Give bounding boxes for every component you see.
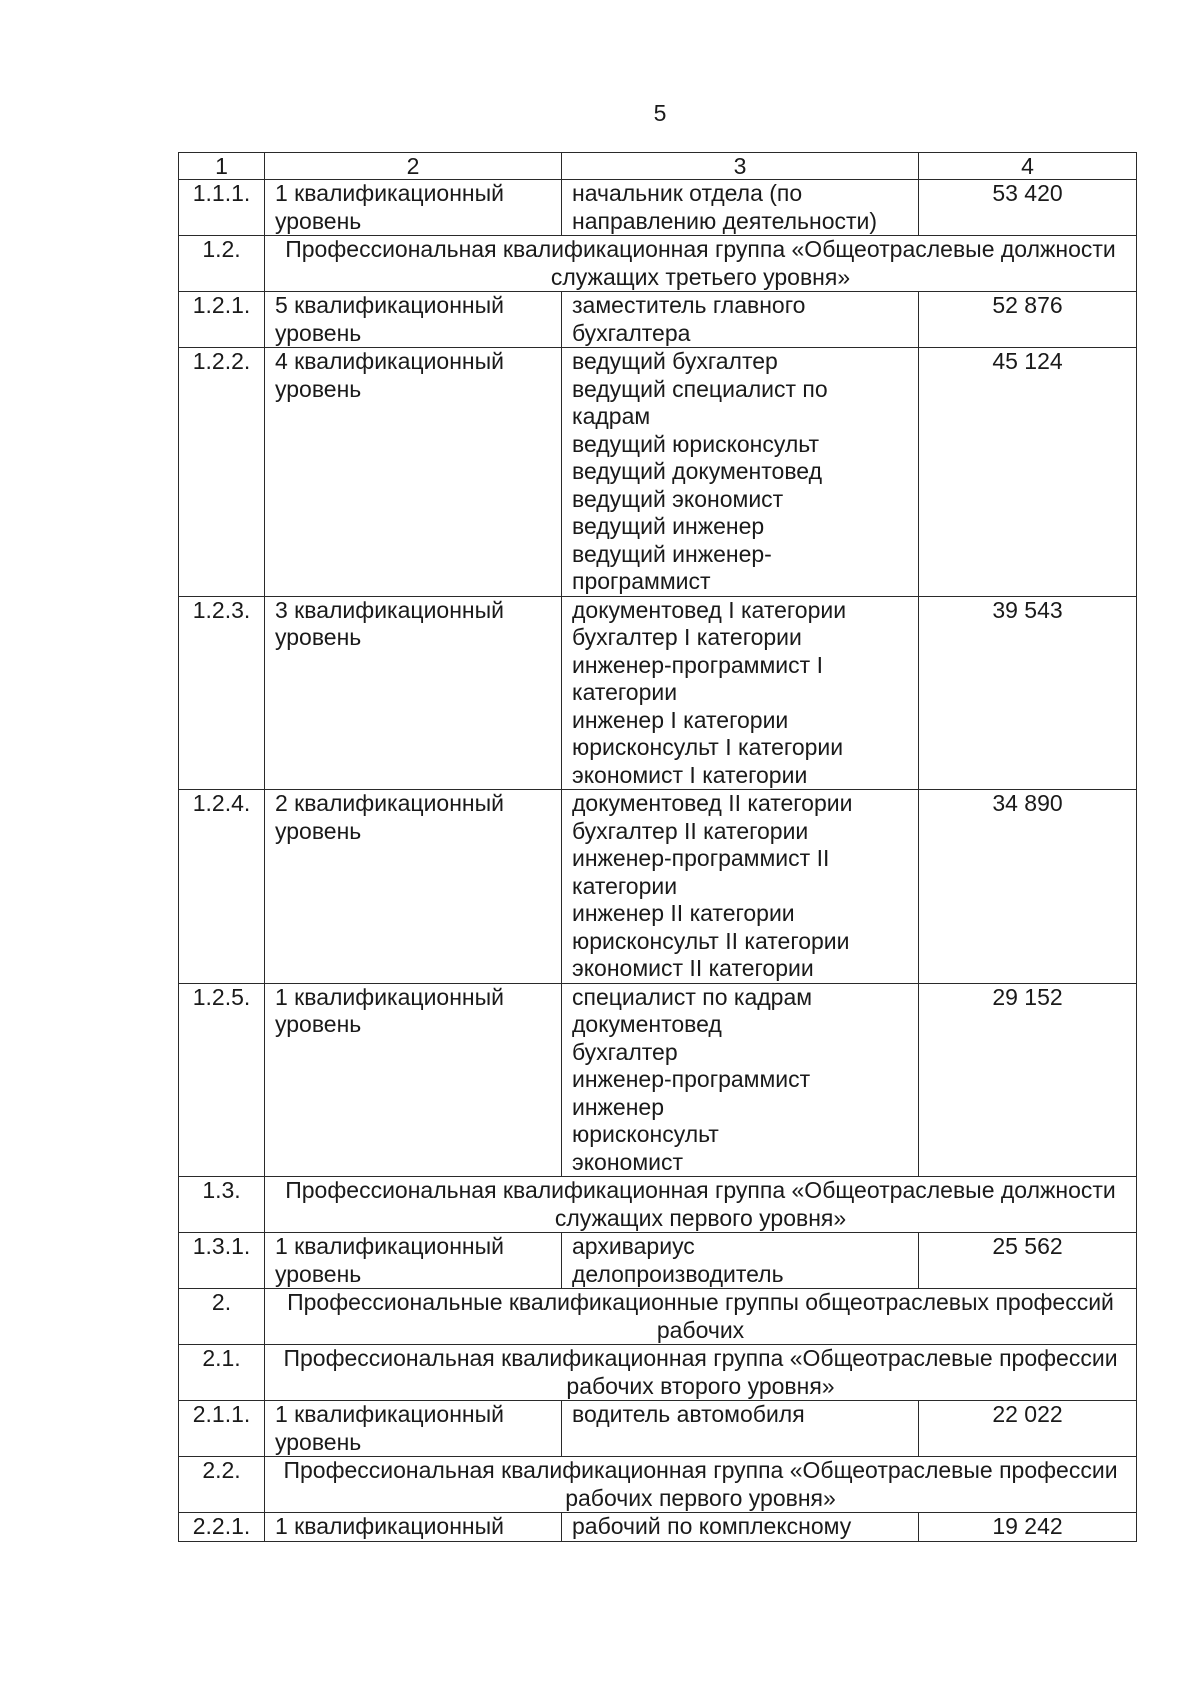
row-number: 1.3.	[179, 1177, 265, 1233]
group-row	[179, 1177, 1137, 1233]
salary-value: 22 022	[919, 1401, 1137, 1457]
row-number: 2.	[179, 1289, 265, 1345]
salary-value: 52 876	[919, 292, 1137, 348]
positions-cell	[562, 1233, 919, 1289]
position-name: ведущий экономист	[572, 485, 784, 512]
row-number: 1.2.5.	[179, 983, 265, 1177]
position-name: архивариус	[572, 1233, 695, 1259]
qualification-level: 1 квалификационный уровень	[265, 983, 562, 1177]
position-name: документовед I категории	[572, 596, 847, 623]
row-number: 1.2.4.	[179, 790, 265, 984]
position-name: ведущий документовед	[572, 458, 822, 484]
position-name: документовед	[572, 1011, 722, 1037]
position-name: ведущий специалист по кадрам	[572, 375, 828, 429]
position-name: инженер-программист II категории	[572, 845, 830, 899]
position-name: ведущий инженер	[572, 513, 765, 539]
group-title: Профессиональная квалификационная группа «Общеотраслевые профессии рабочих второго уровня»	[265, 1345, 1137, 1401]
table-body	[179, 153, 1137, 1542]
group-row	[179, 236, 1137, 292]
position-name: экономист	[572, 1148, 684, 1175]
positions-cell	[562, 596, 919, 790]
position-name: водитель автомобиля	[572, 1401, 805, 1427]
table-row	[179, 983, 1137, 1177]
position-name: ведущий юрисконсульт	[572, 430, 820, 457]
position-name: юрисконсульт II категории	[572, 927, 850, 954]
salary-value: 34 890	[919, 790, 1137, 984]
table-header-row	[179, 153, 1137, 180]
table-row	[179, 1233, 1137, 1289]
position-name: делопроизводитель	[572, 1260, 784, 1287]
group-row	[179, 1345, 1137, 1401]
row-number: 1.2.2.	[179, 348, 265, 597]
salary-value: 39 543	[919, 596, 1137, 790]
group-row	[179, 1289, 1137, 1345]
positions-cell	[562, 1513, 919, 1542]
position-name: экономист I категории	[572, 761, 808, 788]
salary-value: 25 562	[919, 1233, 1137, 1289]
qualification-level: 3 квалификационный уровень	[265, 596, 562, 790]
position-name: инженер I категории	[572, 706, 789, 733]
qualification-level: 1 квалификационный уровень	[265, 1233, 562, 1289]
table-row	[179, 1513, 1137, 1542]
table-row	[179, 348, 1137, 597]
group-title: Профессиональная квалификационная группа «Общеотраслевые профессии рабочих первого уровня»	[265, 1457, 1137, 1513]
row-number: 2.1.1.	[179, 1401, 265, 1457]
row-number: 2.1.	[179, 1345, 265, 1401]
positions-cell	[562, 180, 919, 236]
positions-cell	[562, 983, 919, 1177]
position-name: экономист II категории	[572, 955, 814, 981]
qualification-level: 2 квалификационный уровень	[265, 790, 562, 984]
qualification-level: 1 квалификационный	[265, 1513, 562, 1542]
table-row	[179, 292, 1137, 348]
positions-cell	[562, 790, 919, 984]
table-row	[179, 596, 1137, 790]
group-row	[179, 1457, 1137, 1513]
row-number: 1.3.1.	[179, 1233, 265, 1289]
row-number: 1.1.1.	[179, 180, 265, 236]
position-name: ведущий бухгалтер	[572, 348, 778, 374]
positions-cell	[562, 1401, 919, 1457]
table-row	[179, 180, 1137, 236]
position-name: юрисконсульт	[572, 1121, 719, 1147]
position-name: заместитель главного бухгалтера	[572, 292, 806, 346]
position-name: инженер-программист	[572, 1066, 811, 1092]
salary-value: 45 124	[919, 348, 1137, 597]
position-name: бухгалтер	[572, 1038, 678, 1065]
position-name: документовед II категории	[572, 790, 853, 816]
column-header-2: 2	[265, 153, 562, 180]
position-name: инженер II категории	[572, 900, 795, 926]
column-header-1: 1	[179, 153, 265, 180]
qualification-level: 5 квалификационный уровень	[265, 292, 562, 348]
qualification-salary-table	[178, 152, 1137, 1542]
qualification-level: 1 квалификационный уровень	[265, 180, 562, 236]
page-number: 5	[653, 100, 667, 126]
qualification-level: 4 квалификационный уровень	[265, 348, 562, 597]
position-name: юрисконсульт I категории	[572, 734, 844, 760]
group-title: Профессиональные квалификационные группы общеотраслевых профессий рабочих	[265, 1289, 1137, 1345]
row-number: 2.2.	[179, 1457, 265, 1513]
position-name: бухгалтер II категории	[572, 817, 809, 844]
positions-cell	[562, 348, 919, 597]
position-name: инженер-программист I категории	[572, 651, 823, 705]
table-row	[179, 1401, 1137, 1457]
position-name: ведущий инженер-программист	[572, 540, 772, 594]
salary-value: 53 420	[919, 180, 1137, 236]
position-name: рабочий по комплексному	[572, 1513, 852, 1539]
row-number: 2.2.1.	[179, 1513, 265, 1542]
position-name: специалист по кадрам	[572, 983, 813, 1010]
table-row	[179, 790, 1137, 984]
row-number: 1.2.3.	[179, 596, 265, 790]
group-title: Профессиональная квалификационная группа «Общеотраслевые должности служащих первого уровня»	[265, 1177, 1137, 1233]
salary-value: 29 152	[919, 983, 1137, 1177]
column-header-4: 4	[919, 153, 1137, 180]
group-title: Профессиональная квалификационная группа «Общеотраслевые должности служащих третьего уровня»	[265, 236, 1137, 292]
position-name: начальник отдела (по направлению деятельности)	[572, 180, 878, 234]
qualification-level: 1 квалификационный уровень	[265, 1401, 562, 1457]
row-number: 1.2.	[179, 236, 265, 292]
row-number: 1.2.1.	[179, 292, 265, 348]
salary-value: 19 242	[919, 1513, 1137, 1542]
column-header-3: 3	[562, 153, 919, 180]
positions-cell	[562, 292, 919, 348]
position-name: бухгалтер I категории	[572, 624, 802, 650]
position-name: инженер	[572, 1093, 665, 1120]
